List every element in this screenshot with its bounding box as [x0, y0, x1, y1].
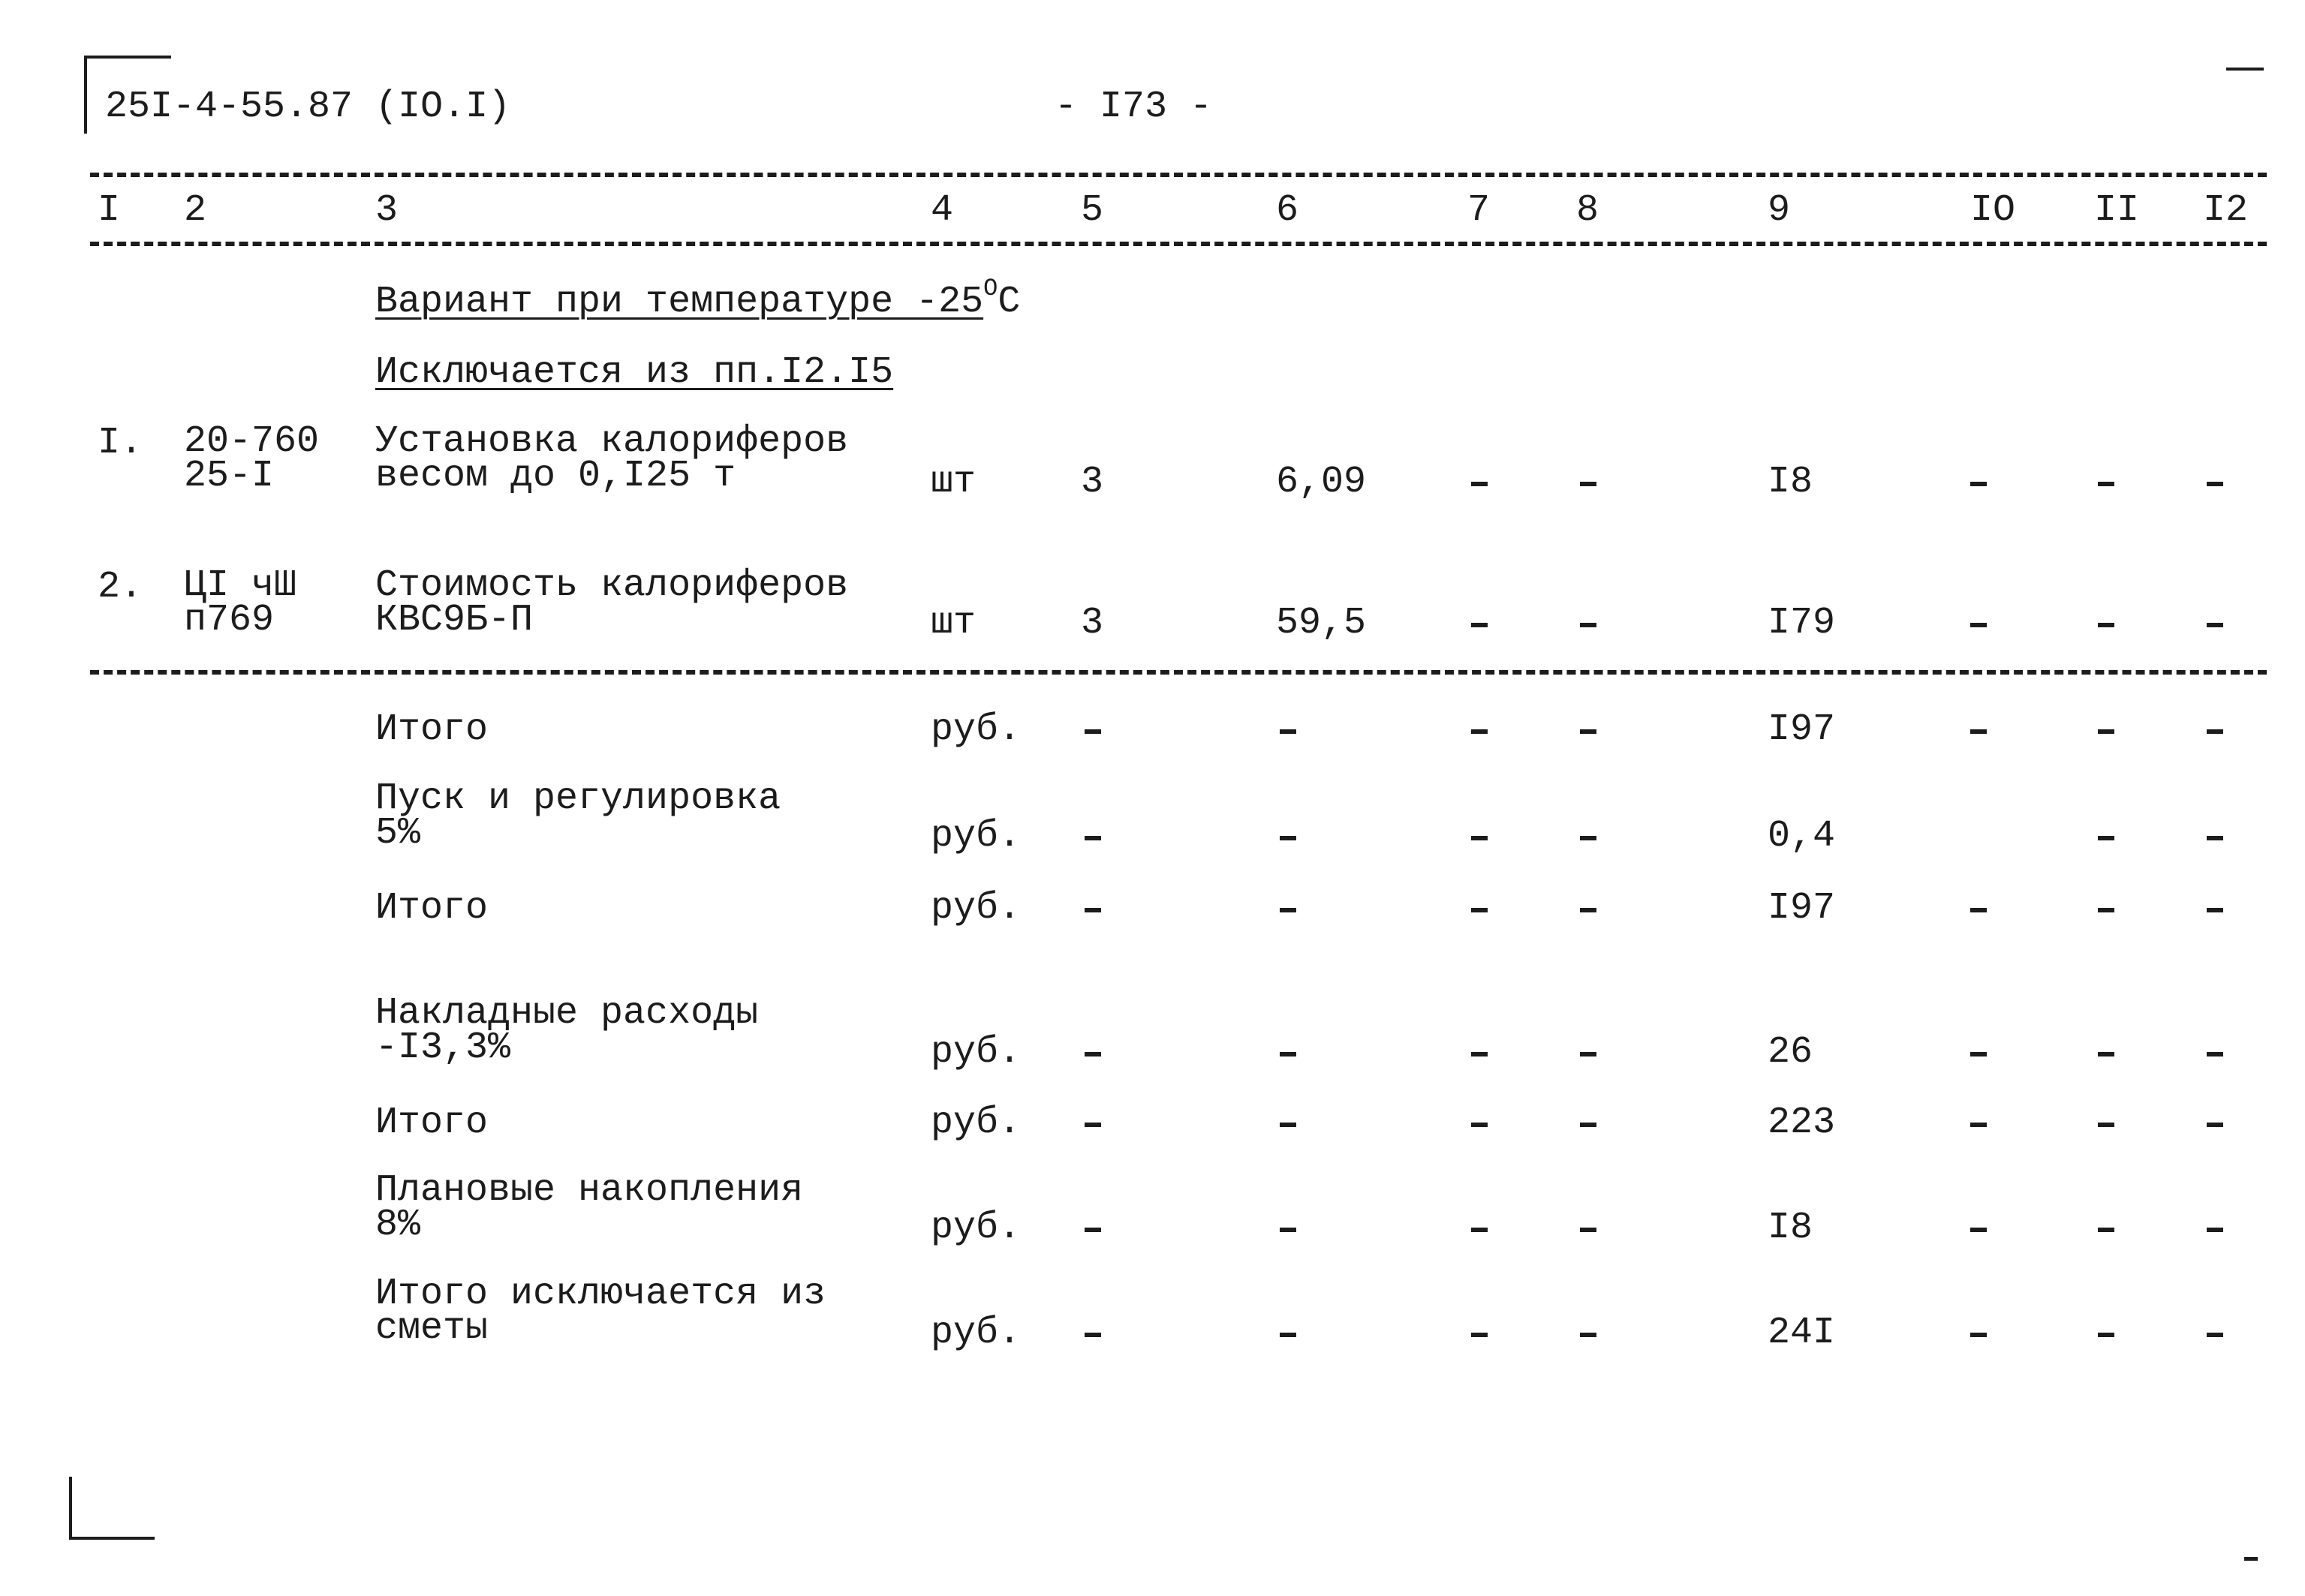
- empty-cell-dash: [2098, 623, 2114, 627]
- item-name: Установка калориферов весом до 0,I25 т: [375, 420, 849, 497]
- empty-cell-dash: [2207, 1123, 2223, 1127]
- empty-cell-dash: [1471, 1333, 1488, 1337]
- empty-cell-dash: [2098, 908, 2114, 912]
- empty-cell-dash: [1580, 1052, 1596, 1056]
- empty-cell-dash: [2207, 1333, 2223, 1337]
- empty-cell-dash: [2207, 623, 2223, 627]
- unit: шт: [931, 602, 976, 645]
- unit: руб.: [931, 1312, 1022, 1354]
- quantity: 3: [1081, 602, 1104, 645]
- total-cost: 24I: [1768, 1312, 1836, 1354]
- empty-cell-dash: [2207, 908, 2223, 912]
- section-title: [375, 275, 1021, 323]
- section-title-unit: С: [998, 281, 1021, 323]
- summary-name: Плановые накопления 8%: [375, 1169, 804, 1246]
- empty-cell-dash: [1580, 908, 1596, 912]
- empty-cell-dash: [2207, 836, 2223, 840]
- empty-cell-dash: [2098, 1228, 2114, 1232]
- table-top-rule: [90, 173, 2267, 177]
- unit: руб.: [931, 1102, 1022, 1144]
- empty-cell-dash: [1085, 1333, 1101, 1337]
- empty-cell-dash: [1580, 729, 1596, 734]
- empty-cell-dash: [2098, 1333, 2114, 1337]
- empty-cell-dash: [2207, 1228, 2223, 1232]
- section-subtitle: Исключается из пп.I2.I5: [375, 351, 894, 394]
- empty-cell-dash: [2207, 482, 2223, 486]
- empty-cell-dash: [1970, 1052, 1987, 1056]
- empty-cell-dash: [1280, 1228, 1296, 1232]
- unit: шт: [931, 461, 976, 503]
- empty-cell-dash: [1580, 1123, 1596, 1127]
- price-code: 20-760 25-I: [184, 420, 320, 497]
- empty-cell-dash: [1085, 1123, 1101, 1127]
- summary-name: Итого исключается из сметы: [375, 1273, 826, 1350]
- total-cost: 26: [1768, 1031, 1813, 1074]
- empty-cell-dash: [1471, 1123, 1488, 1127]
- unit: руб.: [931, 887, 1022, 930]
- empty-cell-dash: [1970, 908, 1987, 912]
- page-number: - I73 -: [1055, 86, 1213, 128]
- empty-cell-dash: [1280, 1052, 1296, 1056]
- column-header: I2: [2203, 189, 2249, 232]
- quantity: 3: [1081, 461, 1104, 503]
- empty-cell-dash: [1471, 623, 1488, 627]
- empty-cell-dash: [2098, 482, 2114, 486]
- corner-mark-top-right: [2226, 68, 2264, 71]
- document-code: 25I-4-55.87 (IO.I): [105, 86, 511, 128]
- unit: руб.: [931, 1031, 1022, 1074]
- empty-cell-dash: [1970, 1123, 1987, 1127]
- empty-cell-dash: [1280, 729, 1296, 734]
- subtotal-rule: [90, 670, 2267, 675]
- row-number: I.: [98, 422, 143, 464]
- empty-cell-dash: [1280, 1333, 1296, 1337]
- empty-cell-dash: [1970, 1228, 1987, 1232]
- row-number: 2.: [98, 566, 143, 609]
- empty-cell-dash: [1085, 836, 1101, 840]
- empty-cell-dash: [1471, 482, 1488, 486]
- empty-cell-dash: [1085, 729, 1101, 734]
- empty-cell-dash: [1580, 836, 1596, 840]
- column-header: IO: [1970, 189, 2016, 232]
- total-cost: 223: [1768, 1102, 1836, 1144]
- empty-cell-dash: [1580, 1228, 1596, 1232]
- empty-cell-dash: [1580, 482, 1596, 486]
- corner-mark-bottom-right: [2244, 1557, 2258, 1561]
- empty-cell-dash: [1471, 836, 1488, 840]
- total-cost: I97: [1768, 887, 1836, 930]
- empty-cell-dash: [1280, 908, 1296, 912]
- empty-cell-dash: [1970, 482, 1987, 486]
- summary-name: Итого: [375, 1102, 489, 1144]
- empty-cell-dash: [2098, 729, 2114, 734]
- empty-cell-dash: [2098, 836, 2114, 840]
- table-header-rule: [90, 242, 2267, 246]
- summary-name: Пуск и регулировка 5%: [375, 777, 781, 855]
- empty-cell-dash: [1580, 1333, 1596, 1337]
- column-header: 6: [1276, 189, 1299, 232]
- empty-cell-dash: [1580, 623, 1596, 627]
- section-title-text: Вариант при температуре -25: [375, 281, 984, 323]
- empty-cell-dash: [1085, 1228, 1101, 1232]
- total-cost: I8: [1768, 1207, 1813, 1249]
- price-code: ЦI чШ п769: [184, 564, 297, 642]
- corner-bracket-bottom-left: [69, 1477, 155, 1540]
- item-name: Стоимость калориферов КВС9Б-П: [375, 564, 849, 642]
- total-cost: I79: [1768, 602, 1836, 645]
- unit: руб.: [931, 1207, 1022, 1249]
- empty-cell-dash: [2098, 1123, 2114, 1127]
- unit: руб.: [931, 815, 1022, 858]
- summary-name: Накладные расходы -I3,3%: [375, 992, 759, 1069]
- degree-mark: O: [983, 275, 998, 302]
- empty-cell-dash: [1085, 1052, 1101, 1056]
- column-header: 2: [184, 189, 207, 232]
- empty-cell-dash: [1471, 1052, 1488, 1056]
- empty-cell-dash: [1471, 729, 1488, 734]
- empty-cell-dash: [2207, 1052, 2223, 1056]
- empty-cell-dash: [1471, 1228, 1488, 1232]
- total-cost: 0,4: [1768, 815, 1836, 858]
- unit-price: 59,5: [1276, 602, 1367, 645]
- empty-cell-dash: [1970, 729, 1987, 734]
- total-cost: I8: [1768, 461, 1813, 503]
- summary-name: Итого: [375, 887, 489, 930]
- empty-cell-dash: [1970, 623, 1987, 627]
- unit-price: 6,09: [1276, 461, 1367, 503]
- empty-cell-dash: [2098, 1052, 2114, 1056]
- column-header: I: [98, 189, 121, 232]
- column-header: 8: [1576, 189, 1599, 232]
- empty-cell-dash: [1471, 908, 1488, 912]
- empty-cell-dash: [1085, 908, 1101, 912]
- empty-cell-dash: [2207, 729, 2223, 734]
- column-header: 5: [1081, 189, 1104, 232]
- empty-cell-dash: [1280, 1123, 1296, 1127]
- column-header: 4: [931, 189, 954, 232]
- column-header: II: [2094, 189, 2140, 232]
- column-header: 7: [1467, 189, 1491, 232]
- column-header: 3: [375, 189, 399, 232]
- empty-cell-dash: [1280, 836, 1296, 840]
- total-cost: I97: [1768, 708, 1836, 751]
- column-header: 9: [1768, 189, 1791, 232]
- empty-cell-dash: [1970, 1333, 1987, 1337]
- summary-name: Итого: [375, 708, 489, 751]
- unit: руб.: [931, 708, 1022, 751]
